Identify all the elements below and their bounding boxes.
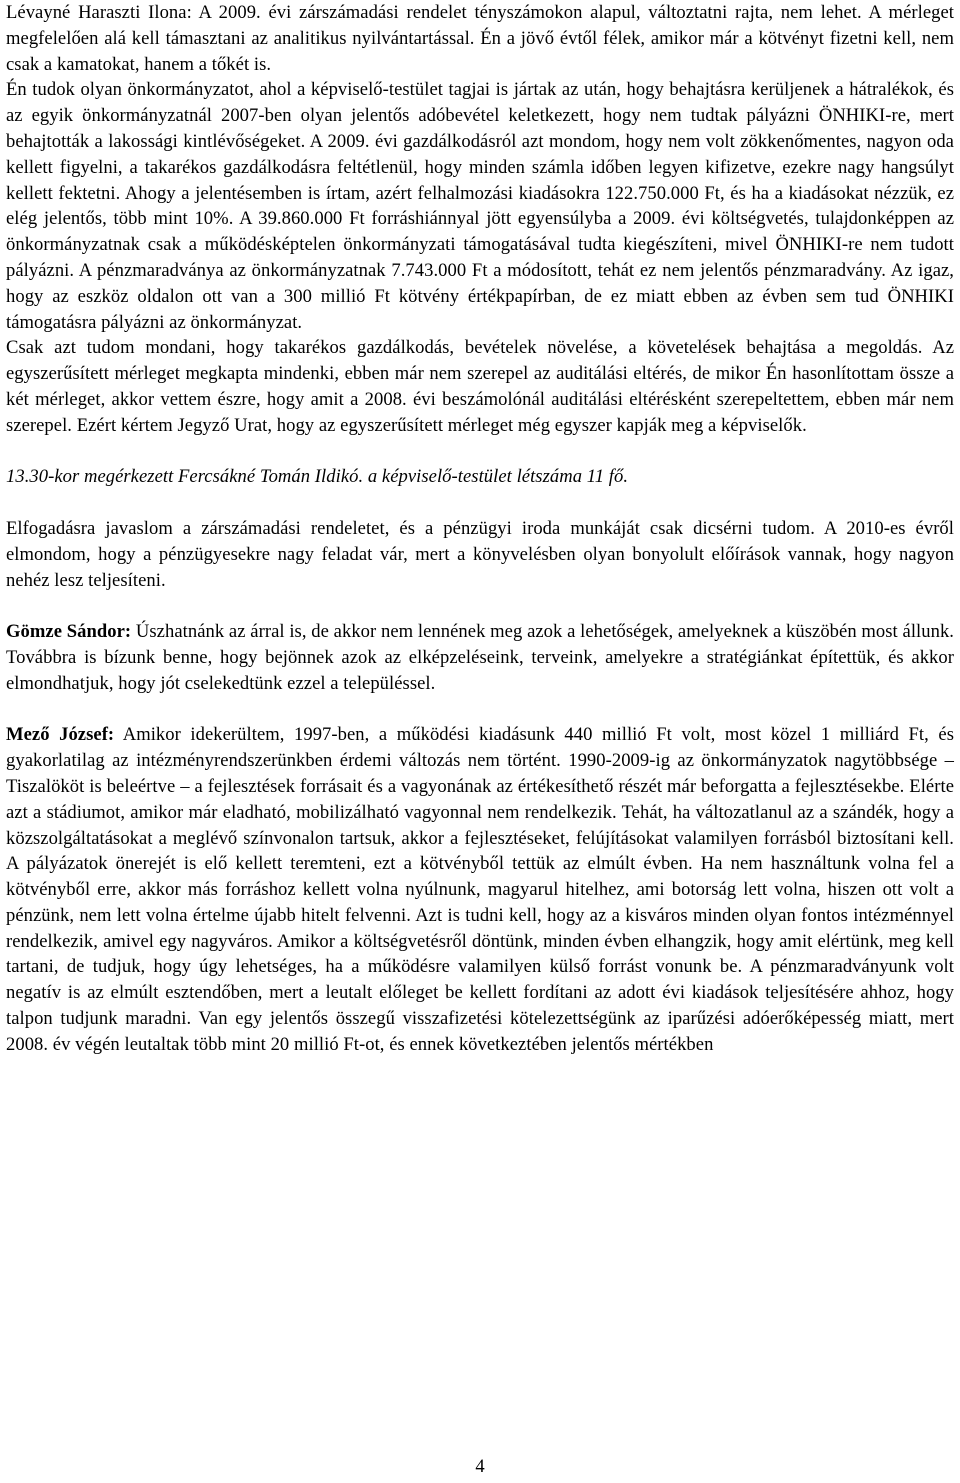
paragraph-conclusion: Csak azt tudom mondani, hogy takarékos gazdálkodás, bevételek növelése, a követelések behajtása a megoldás. Az egyszerűsített mérleget megkapta mindenki, ebben már nem szerepel az auditálási eltérés, de mikor Én hasonlítottam össze a két mérleget, akkor vettem észre, hogy amit a 2008. évi beszámolónál auditálási eltérésként szerepeltettem, ebben már nem szerepel. Ezért kértem Jegyző Urat, hogy az egyszerűsített mérleget még egyszer kapják meg a képviselők.	[6, 337, 954, 436]
paragraph-finance-report: Én tudok olyan önkormányzatot, ahol a képviselő-testület tagjai is jártak az után, hogy behajtásra kerüljenek a hátralékok, és az egyik önkormányzatnál 2007-ben olyan jelentős adóbevétel keletkezett, hogy nem tudtak pályázni ÖNHIKI-re, mert behajtották a lakossági kintlévőségeket. A 2009. évi gazdálkodásról azt mondom, hogy nem volt zökkenőmentes, nagyon oda kellett figyelni, a takarékos gazdálkodásra feltétlenül, hogy minden számla időben legyen kifizetve, ezekre nagy hangsúlyt kellett fektetni. Ahogy a jelentésemben is írtam, azért felhalmozási kiadásokra 122.750.000 Ft, és ha a kiadásokat nézzük, ez elég jelentős, több mint 10%. A 39.860.000 Ft forráshiánnyal jött egyensúlyba a 2009. évi költségvetés, tulajdonképpen az önkormányzatnak csak a működésképtelen önkormányzati támogatásával tudta kiegészíteni, mivel ÖNHIKI-re nem tudott pályázni. A pénzmaradványa az önkormányzatnak 7.743.000 Ft a módosított, tehát ez nem jelentős pénzmaradvány. Az igaz, hogy az eszköz oldalon ott van a 300 millió Ft kötvény értékpapírban, de ez miatt ebben az évben sem tud ÖNHIKI támogatásra pályázni az önkormányzat.	[6, 79, 954, 333]
paragraph-mezo-statement	[6, 722, 954, 1057]
speaker-text: Amikor idekerültem, 1997-ben, a működési kiadásunk 440 millió Ft volt, most közel 1 milliárd Ft, és gyakorlatilag az intézményrendszerünkben érdemi változás nem történt. 1990-2009-ig az önkormányzatok nagytöbbsége – Tiszalököt is beleértve – a fejlesztések forrásait és a vagyonának az értékesíthető részét már beforgatta a fejlesztésekbe. Elérte azt a stádiumot, amikor már eladható, mobilizálható vagyonnal nem rendelkezik. Tehát, ha változatlanul az a szándék, hogy a közszolgáltatásokat a meglévő színvonalon tartsuk, akkor a fejlesztéseket, felújításokat valamilyen forrásból biztosítani kell. A pályázatok önerejét is elő kellett teremteni, ezt a kötvényből tettük az elmúlt évben. Ha nem használtunk volna fel a kötvényből erre, akkor más forráshoz kellett volna nyúlnunk, magyarul hitelhez, ami botorság lett volna, hiszen ott volt a pénzünk, nem lett volna értelme újabb hitelt felvenni. Azt is tudni kell, hogy az a kisváros minden olyan fontos intézménnyel rendelkezik, amivel egy nagyváros. Amikor a költségvetésről döntünk, minden évben elhangzik, hogy amit elértünk, meg kell tartani, de tudjuk, hogy úgy lehetséges, ha a működésre valamilyen külső forrást vonunk be. A pénzmaradványunk volt negatív is az elmúlt esztendőben, mert a leutalt előleget be kellett fordítani az adott évi kiadások teljesítésére ahhoz, hogy talpon tudjunk maradni. Van egy jelentős összegű visszafizetési kötelezettségünk az iparűzési adóerőképesség miatt, mert 2008. év végén leutaltak több mint 20 millió Ft-ot, és ennek következtében jelentős mértékben	[6, 724, 954, 1055]
spacer	[6, 697, 954, 723]
paragraph-recommendation: Elfogadásra javaslom a zárszámadási rendeletet, és a pénzügyi iroda munkáját csak dicsérni tudom. A 2010-es évről elmondom, hogy a pénzügyesekre nagy feladat vár, mert a könyvelésben olyan bonyolult előírások vannak, hogy nagyon nehéz lesz teljesíteni.	[6, 517, 954, 591]
page-number: 4	[475, 1456, 485, 1477]
speaker-name: Mező József:	[6, 724, 115, 746]
spacer	[6, 490, 954, 516]
paragraph-levayne-statement: Lévayné Haraszti Ilona: A 2009. évi zárszámadási rendelet tényszámokon alapul, változtatni rajta, nem lehet. A mérleget megfelelően alá kell támasztani az analitikus nyilvántartással. Én a jövő évtől félek, amikor már a kötvényt fizetni kell, nem csak a kamatokat, hanem a tőkét is.	[6, 2, 954, 75]
paragraph-gomze-statement	[6, 619, 954, 696]
spacer	[6, 439, 954, 465]
spacer	[6, 593, 954, 619]
paragraph-arrival-note: 13.30-kor megérkezett Fercsákné Tomán Ildikó. a képviselő-testület létszáma 11 fő.	[6, 466, 629, 488]
speaker-text: Úszhatnánk az árral is, de akkor nem lennének meg azok a lehetőségek, amelyeknek a küszöbén most állunk. Továbbra is bízunk benne, hogy bejönnek azok az elképzeléseink, terveink, amelyekre a stratégiánkat építettük, és akkor elmondhatjuk, hogy jót cselekedtünk ezzel a településsel.	[6, 621, 954, 694]
document-body	[6, 0, 954, 1058]
speaker-name: Gömze Sándor:	[6, 621, 132, 643]
